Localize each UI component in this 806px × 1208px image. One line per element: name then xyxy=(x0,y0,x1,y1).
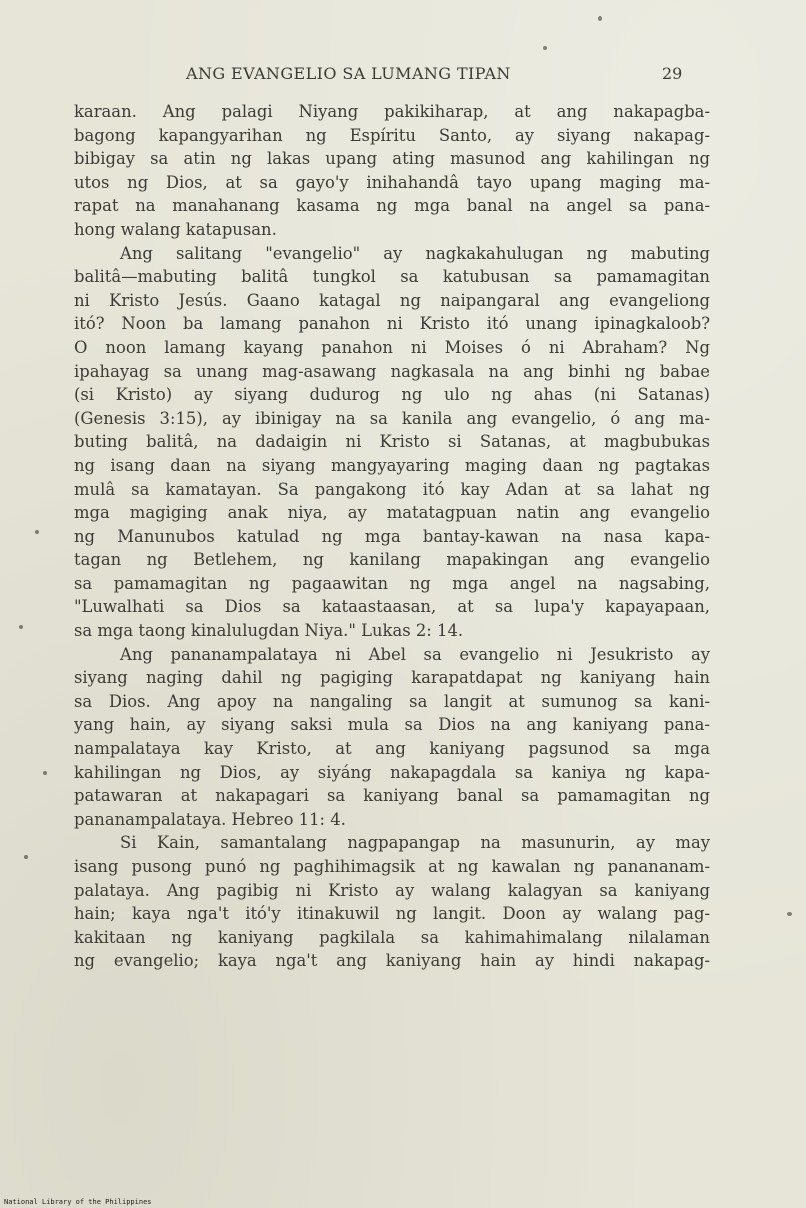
paragraph-2 xyxy=(74,242,710,643)
text-line: hain; kaya nga't itó'y itinakuwil ng langit. Doon ay walang pag- xyxy=(74,904,710,924)
text-line: Si Kain, samantalang nagpapangap na masunurin, ay may xyxy=(120,833,710,853)
text-line: ng evangelio; kaya nga't ang kaniyang hain ay hindi nakapag- xyxy=(74,951,710,971)
text-line: isang pusong punó ng paghihimagsik at ng kawalan ng panananam- xyxy=(74,857,710,876)
text-line: karaan. Ang palagi Niyang pakikiharap, at ang nakapagba- xyxy=(74,102,710,121)
text-line: ng isang daan na siyang mangyayaring maging daan ng pagtakas xyxy=(74,455,710,475)
paragraph-4 xyxy=(74,831,710,973)
text-line: bibigay sa atin ng lakas upang ating masunod ang kahilingan ng xyxy=(74,149,710,169)
text-line: itó? Noon ba lamang panahon ni Kristo itó unang ipinagkaloob? xyxy=(74,314,710,334)
ink-speck xyxy=(24,855,28,859)
text-line: ni Kristo Jesús. Gaano katagal ng naipangaral ang evangeliong xyxy=(74,290,710,310)
text-line: patawaran at nakapagari sa kaniyang banal sa pamamagitan ng xyxy=(74,786,710,806)
ink-speck xyxy=(19,625,23,629)
ink-speck xyxy=(35,530,39,534)
text-line: tagan ng Betlehem, ng kanilang mapakingan ang evangelio xyxy=(74,550,710,570)
paragraph-1 xyxy=(74,100,710,242)
body-text xyxy=(74,100,710,973)
page-header xyxy=(0,64,806,90)
text-line: nampalataya kay Kristo, at ang kaniyang pagsunod sa mga xyxy=(74,739,710,759)
ink-speck xyxy=(598,16,602,21)
text-line: mga magiging anak niya, ay matatagpuan natin ang evangelio xyxy=(74,503,710,523)
page-number: 29 xyxy=(662,64,683,83)
ink-speck xyxy=(543,46,547,50)
ink-speck xyxy=(43,771,47,775)
text-line: buting balitâ, na dadaigin ni Kristo si Satanas, at magbubukas xyxy=(74,432,710,452)
text-line: bagong kapangyarihan ng Espíritu Santo, ay siyang nakapag- xyxy=(74,125,710,145)
text-line: palataya. Ang pagibig ni Kristo ay walang kalagyan sa kaniyang xyxy=(74,880,710,900)
running-title: ANG EVANGELIO SA LUMANG TIPAN xyxy=(186,64,511,83)
text-line: (si Kristo) ay siyang dudurog ng ulo ng ahas (ni Satanas) xyxy=(74,385,710,405)
text-line: sa Dios. Ang apoy na nangaling sa langit at sumunog sa kani- xyxy=(74,691,710,711)
text-line: sa pamamagitan ng pagaawitan ng mga angel na nagsabing, xyxy=(74,573,710,593)
footer-credit: National Library of the Philippines xyxy=(4,1198,152,1206)
text-line: ng Manunubos katulad ng mga bantay-kawan na nasa kapa- xyxy=(74,526,710,546)
text-line: ipahayag sa unang mag-asawang nagkasala na ang binhi ng babae xyxy=(74,361,710,381)
text-line: (Genesis 3:15), ay ibinigay na sa kanila ang evangelio, ó ang ma- xyxy=(74,408,710,428)
text-line: utos ng Dios, at sa gayo'y inihahandâ tayo upang maging ma- xyxy=(74,172,710,192)
text-line: Ang salitang "evangelio" ay nagkakahulugan ng mabuting xyxy=(120,243,710,263)
text-line: pananampalataya. Hebreo 11: 4. xyxy=(74,809,346,829)
text-line: sa mga taong kinalulugdan Niya." Lukas 2: 14. xyxy=(74,621,464,641)
text-line: yang hain, ay siyang saksi mula sa Dios na ang kaniyang pana- xyxy=(74,715,710,735)
text-line: Ang pananampalataya ni Abel sa evangelio ni Jesukristo ay xyxy=(120,644,710,664)
text-line: hong walang katapusan. xyxy=(74,219,277,239)
text-line: kakitaan ng kaniyang pagkilala sa kahimahimalang nilalaman xyxy=(74,927,710,947)
text-line: siyang naging dahil ng pagiging karapatdapat ng kaniyang hain xyxy=(74,668,710,688)
text-line: rapat na manahanang kasama ng mga banal na angel sa pana- xyxy=(74,196,710,216)
text-line: kahilingan ng Dios, ay siyáng nakapagdala sa kaniya ng kapa- xyxy=(74,762,710,782)
ink-speck xyxy=(787,912,792,916)
text-line: balitâ—mabuting balitâ tungkol sa katubusan sa pamamagitan xyxy=(74,267,710,287)
paragraph-3 xyxy=(74,643,710,832)
text-line: O noon lamang kayang panahon ni Moises ó ni Abraham? Ng xyxy=(74,337,710,357)
text-line: "Luwalhati sa Dios sa kataastaasan, at sa lupa'y kapayapaan, xyxy=(74,597,710,617)
text-line: mulâ sa kamatayan. Sa pangakong itó kay Adan at sa lahat ng xyxy=(74,479,710,499)
